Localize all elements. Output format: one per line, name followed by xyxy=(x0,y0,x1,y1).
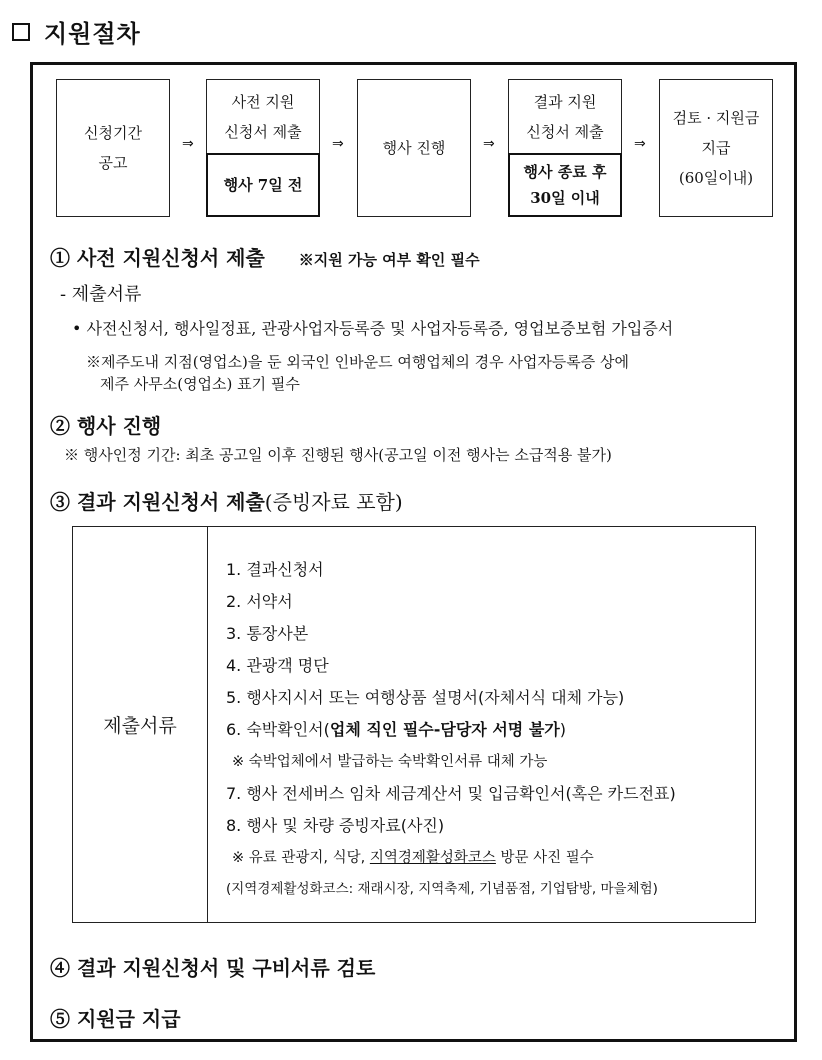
checkbox-square-icon xyxy=(12,23,30,41)
section-1-note-line2: 제주 사무소(영업소) 표기 필수 xyxy=(100,375,300,393)
flow-step-event xyxy=(357,79,471,217)
section-1-note-line1: ※제주도내 지점(영업소)을 둔 외국인 인바운드 여행업체의 경우 사업자등록증 상에 xyxy=(86,353,630,371)
flow-step-text: (60일이내) xyxy=(678,169,754,187)
flow-step-deadline-text: 행사 종료 후 xyxy=(523,163,607,181)
section-1-bullet: • 사전신청서, 행사일정표, 관광사업자등록증 및 사업자등록증, 영업보증보험 가입증서 xyxy=(72,319,674,338)
flow-step-text: 신청기간 xyxy=(84,124,142,142)
list-note: ※ 숙박업체에서 발급하는 숙박확인서류 대체 가능 xyxy=(232,754,548,770)
list-note xyxy=(226,842,676,874)
list-item: 8. 행사 및 차량 증빙자료(사진) xyxy=(226,816,445,835)
section-1-note: ※지원 가능 여부 확인 필수 xyxy=(298,251,480,269)
flow-step-pre-application xyxy=(206,79,320,217)
flow-step-text: 행사 진행 xyxy=(382,139,446,157)
flow-arrow-icon: ⇒ xyxy=(332,136,344,152)
list-note-text: 방문 사진 필수 xyxy=(495,850,594,866)
section-4-heading: ④ 결과 지원신청서 및 구비서류 검토 xyxy=(50,956,376,980)
flow-arrow-icon: ⇒ xyxy=(634,136,646,152)
list-item: 5. 행사지시서 또는 여행상품 설명서(자체서식 대체 가능) xyxy=(226,688,625,707)
list-item: 1. 결과신청서 xyxy=(226,560,324,579)
flow-step-review-payment xyxy=(659,79,773,217)
documents-table-label: 제출서류 xyxy=(73,527,208,922)
section-2-note: ※ 행사인정 기간: 최초 공고일 이후 진행된 행사(공고일 이전 행사는 소급적용 불가) xyxy=(64,446,612,464)
section-1-heading: ① 사전 지원신청서 제출 xyxy=(50,246,265,270)
section-5-heading: ⑤ 지원금 지급 xyxy=(50,1007,181,1031)
page-title xyxy=(12,14,141,49)
section-3-heading-normal: (증빙자료 포함) xyxy=(264,490,403,514)
list-item: 3. 통장사본 xyxy=(226,624,309,643)
list-item-text: 6. 숙박확인서( xyxy=(226,720,330,739)
section-2-heading: ② 행사 진행 xyxy=(50,414,162,438)
flow-step-text: 검토 · 지원금 xyxy=(672,109,760,127)
flow-arrow-icon: ⇒ xyxy=(483,136,495,152)
section-1-subheading: - 제출서류 xyxy=(60,284,142,305)
flow-step-top xyxy=(508,79,622,153)
list-item-text: ) xyxy=(559,720,566,739)
flow-step-text: 사전 지원 xyxy=(231,92,295,111)
list-item xyxy=(226,714,676,746)
documents-table xyxy=(72,526,756,923)
flow-step-deadline-text: 행사 7일 전 xyxy=(223,176,303,194)
flow-step-deadline-text: 30일 이내 xyxy=(530,189,600,207)
page-title-text: 지원절차 xyxy=(44,19,141,48)
section-3-heading-bold: ③ 결과 지원신청서 제출 xyxy=(50,490,265,514)
documents-list xyxy=(226,554,676,904)
list-item: 7. 행사 전세버스 임차 세금계산서 및 입금확인서(혹은 카드전표) xyxy=(226,784,676,803)
list-note-underlined-text: 지역경제활성화코스 xyxy=(369,850,496,866)
flow-step-text: 공고 xyxy=(98,154,128,172)
list-item: 2. 서약서 xyxy=(226,592,293,611)
flow-step-text: 신청서 제출 xyxy=(224,122,302,141)
list-note-text: ※ 유료 관광지, 식당, xyxy=(232,850,370,866)
section-1 xyxy=(50,242,480,271)
flow-step-text: 신청서 제출 xyxy=(526,122,604,141)
flow-arrow-icon: ⇒ xyxy=(182,136,194,152)
flow-step-text: 지급 xyxy=(701,139,731,157)
flow-step-result-application xyxy=(508,79,622,217)
flow-step-deadline xyxy=(206,153,320,217)
list-item: 4. 관광객 명단 xyxy=(226,656,329,675)
flow-step-announcement xyxy=(56,79,170,217)
list-note-small: (지역경제활성화코스: 재래시장, 지역축제, 기념품점, 기업탐방, 마을체험) xyxy=(226,881,658,897)
list-item-bold-text: 업체 직인 필수-담당자 서명 불가 xyxy=(329,720,560,739)
flow-step-top xyxy=(206,79,320,153)
flow-step-deadline xyxy=(508,153,622,217)
section-3-heading xyxy=(50,486,403,515)
flow-step-text: 결과 지원 xyxy=(533,92,597,111)
